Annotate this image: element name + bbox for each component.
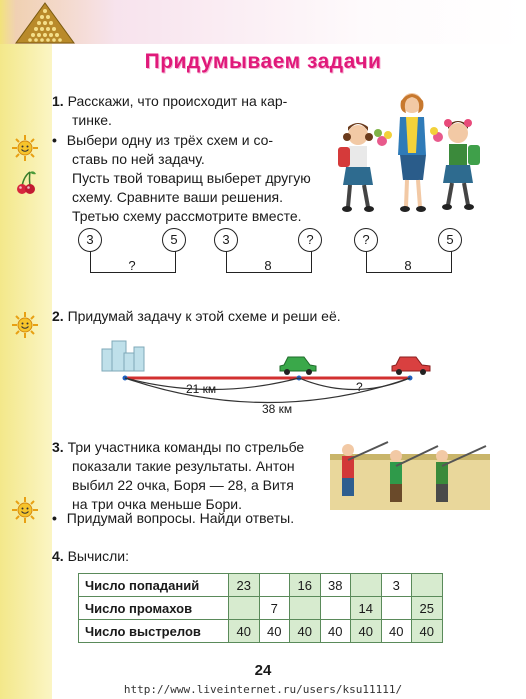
table-cell [412, 574, 443, 597]
segment-1-label: 21 км [186, 382, 217, 396]
table-row [79, 574, 443, 597]
task1-bullet-line-3: Пусть твой товарищ выберет другую [72, 170, 311, 186]
scheme-3-left: ? [354, 228, 378, 252]
task3-line-4: на три очка меньше Бори. [72, 496, 243, 512]
scheme-1 [78, 228, 188, 278]
total-label: 38 км [262, 402, 293, 416]
row-label-shots: Число выстрелов [79, 620, 229, 643]
cherries-icon [15, 170, 37, 196]
table-cell: 40 [381, 620, 412, 643]
table-cell: 7 [259, 597, 290, 620]
scheme-2-left: 3 [214, 228, 238, 252]
teacher-children-illustration [330, 85, 490, 215]
table-cell: 40 [412, 620, 443, 643]
row-label-misses: Число промахов [79, 597, 229, 620]
scheme-2-right: ? [298, 228, 322, 252]
table-row [79, 620, 443, 643]
row-label-hits: Число попаданий [79, 574, 229, 597]
header-band-pink [0, 0, 526, 44]
task3-line-3: выбил 22 очка, Боря — 28, а Витя [72, 477, 294, 493]
task2-number: 2. [52, 308, 64, 324]
sun-icon [12, 135, 38, 161]
task1-bullet-line-4: схему. Сравните ваши решения. [72, 189, 284, 205]
task1-number: 1. [52, 93, 64, 109]
scheme-1-bottom: ? [128, 258, 136, 273]
table-cell: 38 [320, 574, 351, 597]
margin-strip [0, 0, 52, 699]
table-cell: 14 [351, 597, 382, 620]
task1-bullet-line-5: Третью схему рассмотрите вместе. [72, 208, 302, 224]
task4-text [52, 547, 129, 566]
task1-line-2: тинке. [72, 112, 112, 128]
table-cell [290, 597, 321, 620]
page-number: 24 [254, 662, 272, 679]
table-cell: 40 [290, 620, 321, 643]
task1-line-1: Расскажи, что происходит на кар- [67, 93, 288, 109]
table-cell: 40 [259, 620, 290, 643]
scheme-1-right: 5 [162, 228, 186, 252]
table-cell [320, 597, 351, 620]
green-car-icon [280, 357, 316, 375]
table-cell [381, 597, 412, 620]
scheme-3-right: 5 [438, 228, 462, 252]
scheme-3 [354, 228, 464, 278]
triangle-logo-icon [14, 2, 76, 44]
sun-icon [12, 312, 38, 338]
table-cell: 23 [229, 574, 260, 597]
task2-text [52, 307, 341, 326]
task2-statement: Придумай задачу к этой схеме и реши её. [67, 308, 341, 324]
task4-number: 4. [52, 548, 64, 564]
sun-icon [12, 497, 38, 523]
scheme-2 [214, 228, 324, 278]
task1-intro [52, 92, 287, 130]
scheme-1-left: 3 [78, 228, 102, 252]
task3-bullet: • Придумай вопросы. Найди ответы. [52, 510, 295, 526]
task1-bullet: • Выбери одну из трёх схем и со- ставь по ней задачу. Пусть твой товарищ выберет другую схему. Сравните ваши решения. Третью схему рассмотрите вместе. [52, 132, 311, 224]
table-cell: 25 [412, 597, 443, 620]
scheme-2-bottom: 8 [264, 258, 272, 273]
task3-line-1: Три участника команды по стрельбе [67, 439, 305, 455]
scheme-3-bottom: 8 [404, 258, 412, 273]
page-title: Придумываем задачи [144, 50, 382, 73]
red-car-icon [392, 357, 430, 375]
shooting-table [78, 573, 443, 643]
task1-bullet-line-1: Выбери одну из трёх схем и со- [66, 132, 274, 148]
table-cell: 40 [229, 620, 260, 643]
task3-number: 3. [52, 439, 64, 455]
task3-text [52, 438, 304, 514]
table-cell [259, 574, 290, 597]
table-cell [351, 574, 382, 597]
watermark-url: http://www.liveinternet.ru/users/ksu11111/ [123, 683, 403, 696]
city-icon [102, 341, 144, 371]
table-cell: 40 [351, 620, 382, 643]
table-cell: 3 [381, 574, 412, 597]
table-cell: 16 [290, 574, 321, 597]
task3-line-2: показали такие результаты. Антон [72, 458, 295, 474]
table-cell: 40 [320, 620, 351, 643]
task4-statement: Вычисли: [67, 548, 129, 564]
segment-2-label: ? [356, 380, 363, 394]
table-cell [229, 597, 260, 620]
table-row [79, 597, 443, 620]
task1-bullet-line-2: ставь по ней задачу. [72, 151, 205, 167]
shooters-illustration [330, 432, 490, 510]
task3-bullet-text: Придумай вопросы. Найди ответы. [66, 510, 295, 526]
